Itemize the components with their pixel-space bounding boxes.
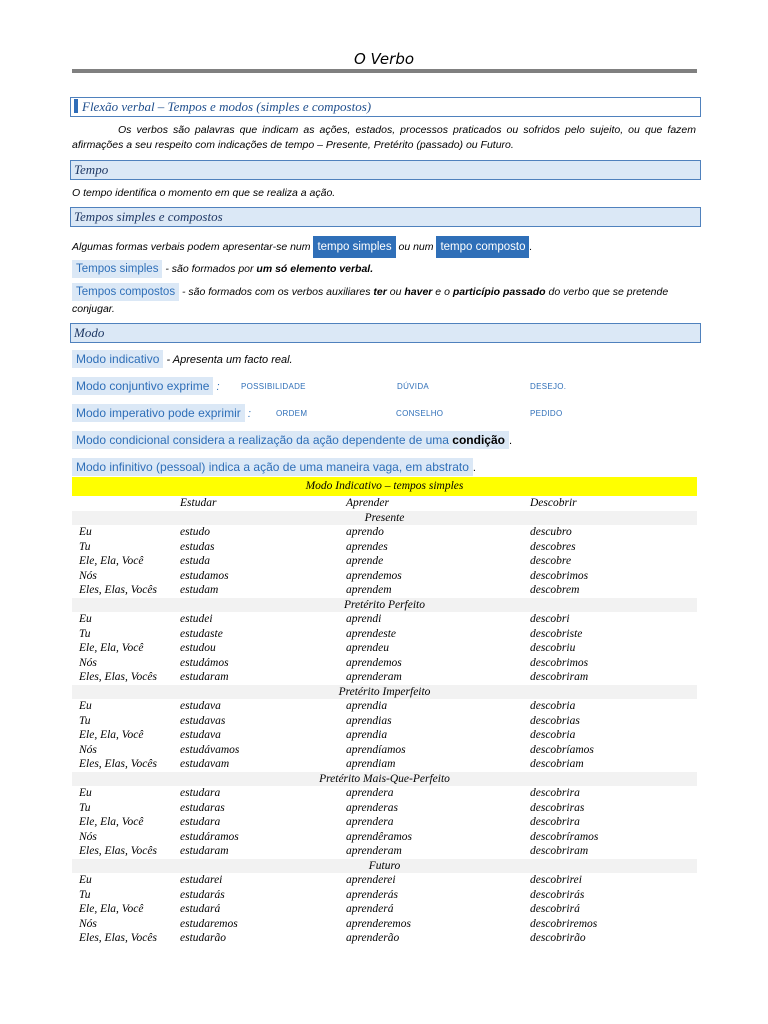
form-cell: estudámos xyxy=(180,656,229,669)
modo-indicativo-label: Modo indicativo xyxy=(72,350,163,368)
tempos-compostos-label: Tempos compostos xyxy=(72,283,179,301)
conj-opt-desejo: DESEJO. xyxy=(530,382,567,391)
table-row xyxy=(72,641,697,656)
person-cell: Ele, Ela, Você xyxy=(79,903,144,915)
form-cell: estudou xyxy=(180,642,216,654)
tempos-simples-label: Tempos simples xyxy=(72,260,162,278)
form-cell: aprenderam xyxy=(346,671,402,683)
modo-imperativo-label: Modo imperativo pode exprimir xyxy=(72,404,245,422)
tense-row: Pretérito Mais-Que-Perfeito xyxy=(72,772,697,787)
form-cell: aprende xyxy=(346,555,384,567)
form-cell: descobrirão xyxy=(530,932,586,944)
table-row xyxy=(72,844,697,859)
modo-infinitivo-label: Modo infinitivo (pessoal) indica a ação de uma maneira vaga, em abstrato xyxy=(72,458,473,476)
form-cell: estudas xyxy=(180,540,215,553)
table-row xyxy=(72,569,697,584)
table-row xyxy=(72,670,697,685)
compostos-participio: particípio passado xyxy=(452,286,546,298)
form-cell: aprendera xyxy=(346,816,394,828)
imp-opt-conselho: CONSELHO xyxy=(396,409,444,418)
form-cell: aprenderás xyxy=(346,888,398,901)
form-cell: estudamos xyxy=(180,569,229,582)
table-row xyxy=(72,931,697,946)
compostos-ter: ter xyxy=(373,286,387,298)
form-cell: aprendem xyxy=(346,584,392,596)
imp-opt-pedido: PEDIDO xyxy=(530,409,563,418)
modo-condicional-text: Modo condicional considera a realização da ação dependente de uma xyxy=(76,433,449,447)
form-cell: aprendeste xyxy=(346,627,397,640)
form-cell: descobrirei xyxy=(530,874,582,886)
modo-indicativo-desc: - Apresenta um facto real. xyxy=(163,354,293,366)
table-row xyxy=(72,627,697,642)
person-cell: Nós xyxy=(79,569,97,582)
form-cell: descobria xyxy=(530,700,576,712)
form-cell: descobríramos xyxy=(530,830,599,843)
form-cell: estudava xyxy=(180,729,221,741)
section-marker xyxy=(74,99,78,113)
person-cell: Eles, Elas, Vocês xyxy=(79,758,157,770)
form-cell: descobrimos xyxy=(530,569,589,582)
person-cell: Eles, Elas, Vocês xyxy=(79,671,157,683)
form-cell: estudei xyxy=(180,613,213,625)
person-cell: Eles, Elas, Vocês xyxy=(79,845,157,857)
section-modo xyxy=(70,323,701,343)
form-cell: estudáramos xyxy=(180,830,239,843)
form-cell: estudara xyxy=(180,816,221,828)
person-cell: Eu xyxy=(79,787,92,799)
form-cell: estudará xyxy=(180,903,221,915)
section-tempos-sc xyxy=(70,207,701,227)
form-cell: descobrirá xyxy=(530,903,580,915)
form-cell: aprenderas xyxy=(346,801,398,814)
formas-mid: ou num xyxy=(398,241,434,253)
compostos-t4: do verbo que se pretende conjugar. xyxy=(72,286,669,315)
person-cell: Nós xyxy=(79,917,97,930)
person-cell: Tu xyxy=(79,801,91,814)
person-cell: Ele, Ela, Você xyxy=(79,816,144,828)
verb-estudar: Estudar xyxy=(180,497,217,509)
person-cell: Eu xyxy=(79,613,92,625)
table-row xyxy=(72,656,697,671)
modo-indicativo-row xyxy=(72,350,696,369)
section-modo-title: Modo xyxy=(74,325,105,340)
imp-opt-ordem: ORDEM xyxy=(276,409,308,418)
form-cell: aprendia xyxy=(346,700,388,712)
form-cell: estudava xyxy=(180,700,221,712)
form-cell: descobriam xyxy=(530,758,584,770)
form-cell: estuda xyxy=(180,555,211,567)
table-row xyxy=(72,714,697,729)
person-cell: Eles, Elas, Vocês xyxy=(79,584,157,596)
compostos-t1: - são formados com os verbos auxiliares xyxy=(179,286,374,298)
modo-condicional-bold: condição xyxy=(452,433,505,447)
compostos-haver: haver xyxy=(404,286,433,298)
person-cell: Nós xyxy=(79,743,97,756)
form-cell: estudaram xyxy=(180,671,229,683)
verb-aprender: Aprender xyxy=(346,497,390,509)
person-cell: Eu xyxy=(79,700,92,712)
form-cell: aprendi xyxy=(346,613,382,625)
form-cell: estudaremos xyxy=(180,917,238,930)
form-cell: descobriremos xyxy=(530,917,598,930)
form-cell: descobríamos xyxy=(530,743,594,756)
person-cell: Eu xyxy=(79,874,92,886)
form-cell: aprendemos xyxy=(346,569,402,582)
form-cell: aprendera xyxy=(346,787,394,799)
verbs-row xyxy=(72,496,697,511)
table-row xyxy=(72,743,697,758)
conj-opt-possibilidade: POSSIBILIDADE xyxy=(241,382,306,391)
person-cell: Ele, Ela, Você xyxy=(79,729,144,741)
modo-condicional-label xyxy=(72,431,509,449)
simples-bold: um só elemento verbal. xyxy=(256,263,374,275)
form-cell: aprendiam xyxy=(346,758,396,770)
form-cell: estudávamos xyxy=(180,743,240,756)
modo-imperativo-sep: : xyxy=(247,408,251,420)
table-row xyxy=(72,786,697,801)
tense-row: Presente xyxy=(72,511,697,526)
section-flexao xyxy=(70,97,701,117)
form-cell: descobriu xyxy=(530,642,576,654)
form-cell: estudaram xyxy=(180,845,229,857)
table-row xyxy=(72,699,697,714)
formas-line xyxy=(72,236,696,258)
table-row xyxy=(72,554,697,569)
tempo-text: O tempo identifica o momento em que se realiza a ação. xyxy=(72,187,336,199)
section-flexao-title: Flexão verbal – Tempos e modos (simples e compostos) xyxy=(82,99,372,114)
form-cell: aprenderam xyxy=(346,845,402,857)
form-cell: estudavas xyxy=(180,714,226,727)
form-cell: aprenderei xyxy=(346,874,396,886)
compostos-t3: e o xyxy=(432,286,453,298)
form-cell: descobriram xyxy=(530,671,589,683)
table-row xyxy=(72,902,697,917)
form-cell: aprendemos xyxy=(346,656,402,669)
form-cell: descobri xyxy=(530,613,570,625)
person-cell: Tu xyxy=(79,888,91,901)
modo-condicional-row xyxy=(72,431,696,450)
person-cell: Ele, Ela, Você xyxy=(79,642,144,654)
form-cell: aprendíamos xyxy=(346,743,406,756)
form-cell: descobriras xyxy=(530,801,585,814)
person-cell: Tu xyxy=(79,540,91,553)
formas-end: . xyxy=(529,241,533,253)
form-cell: aprenderá xyxy=(346,903,394,915)
modo-infinitivo-end: . xyxy=(472,462,476,474)
form-cell: estudaste xyxy=(180,627,223,640)
modo-conjuntivo-row xyxy=(72,377,696,396)
page-title: O Verbo xyxy=(353,50,415,68)
modo-imperativo-row xyxy=(72,404,696,423)
form-cell: descobrias xyxy=(530,714,580,727)
table-row xyxy=(72,525,697,540)
formas-pre: Algumas formas verbais podem apresentar-se num xyxy=(72,241,311,253)
form-cell: descobrimos xyxy=(530,656,589,669)
table-row xyxy=(72,583,697,598)
table-row xyxy=(72,540,697,555)
form-cell: descobrirás xyxy=(530,888,585,901)
form-cell: estudavam xyxy=(180,758,230,770)
form-cell: estudarei xyxy=(180,874,223,886)
person-cell: Tu xyxy=(79,714,91,727)
form-cell: aprendes xyxy=(346,540,388,553)
form-cell: aprendo xyxy=(346,526,384,538)
form-cell: estudam xyxy=(180,584,219,596)
section-tempos-sc-title: Tempos simples e compostos xyxy=(74,209,223,224)
form-cell: aprendias xyxy=(346,714,392,727)
person-cell: Tu xyxy=(79,627,91,640)
table-row xyxy=(72,888,697,903)
tense-row: Pretérito Imperfeito xyxy=(72,685,697,700)
simples-line xyxy=(72,260,696,278)
conj-opt-duvida: DÚVIDA xyxy=(397,382,430,391)
simples-pre: - são formados por xyxy=(162,263,257,275)
form-cell: descobriram xyxy=(530,845,589,857)
table-row xyxy=(72,830,697,845)
person-cell: Nós xyxy=(79,656,97,669)
form-cell: descobriste xyxy=(530,627,583,640)
form-cell: aprenderemos xyxy=(346,917,411,930)
chip-tempo-simples: tempo simples xyxy=(313,236,395,258)
compostos-line xyxy=(72,283,696,317)
form-cell: estudarão xyxy=(180,932,226,944)
modo-conjuntivo-label: Modo conjuntivo exprime xyxy=(72,377,213,395)
table-row xyxy=(72,815,697,830)
form-cell: aprendêramos xyxy=(346,830,413,843)
tense-row: Futuro xyxy=(72,859,697,874)
table-row xyxy=(72,612,697,627)
verb-descobrir: Descobrir xyxy=(530,497,577,509)
tense-row: Pretérito Perfeito xyxy=(72,598,697,613)
person-cell: Nós xyxy=(79,830,97,843)
form-cell: descobre xyxy=(530,555,572,567)
form-cell: descobres xyxy=(530,540,576,553)
modo-infinitivo-row xyxy=(72,458,696,477)
modo-conjuntivo-sep: : xyxy=(216,381,220,393)
form-cell: descubro xyxy=(530,526,572,538)
chip-tempo-composto: tempo composto xyxy=(436,236,529,258)
form-cell: estudo xyxy=(180,526,211,538)
form-cell: estudara xyxy=(180,787,221,799)
compostos-t2: ou xyxy=(386,286,405,298)
form-cell: aprendia xyxy=(346,729,388,741)
table-row xyxy=(72,728,697,743)
form-cell: aprenderão xyxy=(346,932,400,944)
table-row xyxy=(72,873,697,888)
title-rule xyxy=(72,69,697,73)
form-cell: descobrem xyxy=(530,584,580,596)
conjugation-table xyxy=(72,477,697,946)
person-cell: Ele, Ela, Você xyxy=(79,555,144,567)
person-cell: Eles, Elas, Vocês xyxy=(79,932,157,944)
form-cell: estudarás xyxy=(180,888,225,901)
table-header: Modo Indicativo – tempos simples xyxy=(72,477,697,496)
modo-condicional-end: . xyxy=(508,435,513,447)
table-row xyxy=(72,757,697,772)
person-cell: Eu xyxy=(79,526,92,538)
form-cell: aprendeu xyxy=(346,642,390,654)
table-row xyxy=(72,801,697,816)
section-tempo xyxy=(70,160,701,180)
intro-paragraph: Os verbos são palavras que indicam as ações, estados, processos praticados ou sofridos pelo sujeito, ou que fazem afirmações a seu respeito com indicações de tempo – Presente, Pretérito (passado) ou Futuro. xyxy=(72,124,696,151)
form-cell: descobrira xyxy=(530,787,580,799)
table-row xyxy=(72,917,697,932)
form-cell: descobrira xyxy=(530,816,580,828)
form-cell: descobria xyxy=(530,729,576,741)
form-cell: estudaras xyxy=(180,801,225,814)
section-tempo-title: Tempo xyxy=(74,162,109,177)
